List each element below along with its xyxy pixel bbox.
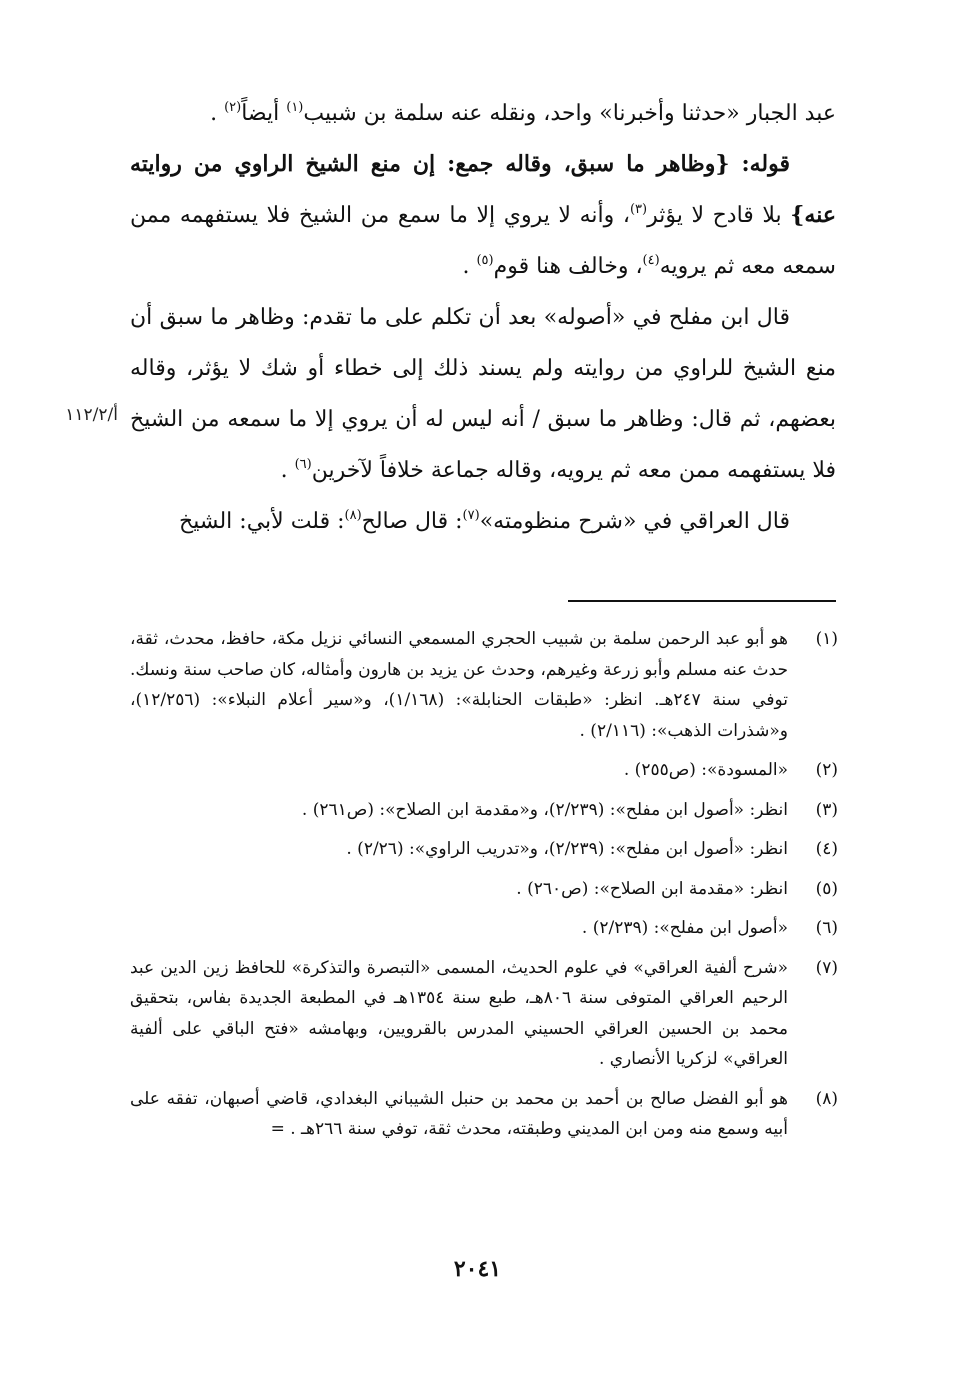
footnote-4	[130, 834, 838, 865]
paragraph-text: عبد الجبار «حدثنا وأخبرنا» واحد، ونقله عنه سلمة بن شبيب	[303, 101, 836, 126]
footnote-separator-rule	[568, 600, 836, 602]
footnote-ref-8[interactable]: (٨)	[344, 508, 362, 523]
footnote-5	[130, 874, 838, 905]
paragraph-text: بلا قادح لا يؤثر	[647, 203, 791, 228]
footnote-text: «شرح ألفية العراقي» في علوم الحديث، المسمى «التبصرة والتذكرة» للحافظ زين الدين عبد الرحيم العراقي المتوفى سنة ٨٠٦هـ، طبع سنة ١٣٥٤هـ في المطبعة الجديدة بفاس، بتحقيق محمد بن الحسين العراقي الحسيني المدرس بالقرويين، وبهامشه «فتح الباقي على ألفية العراقي» لزكريا الأنصاري .	[130, 957, 788, 1069]
footnote-ref-6[interactable]: (٦)	[294, 457, 312, 472]
paragraph-text: ، وخالف هنا قوم	[493, 254, 643, 279]
footnote-text: انظر: «مقدمة ابن الصلاح»: (ص٢٦٠) .	[516, 878, 788, 899]
footnote-ref-2[interactable]: (٢)	[224, 100, 242, 115]
footnote-8	[130, 1084, 838, 1145]
footnote-number: (٢)	[815, 760, 838, 780]
footnote-number: (٤)	[815, 839, 838, 859]
footnote-7	[130, 953, 838, 1075]
paragraph-text: قال ابن مفلح في «أصوله» بعد أن تكلم على ما تقدم: وظاهر ما سبق أن منع الشيخ للراوي من روايته ولم يسند ذلك إلى خطاء أو شك لا يؤثر، وقاله بعضهم، ثم قال: وظاهر ما سبق / أنه ليس له أن يروي إلا ما سمعه من الشيخ فلا يستفهمه ممن معه ثم يرويه، وقاله جماعة خلافاً لآخرين	[130, 305, 836, 483]
footnote-3	[130, 795, 838, 826]
footnote-number: (٨)	[815, 1088, 838, 1109]
footnote-ref-3[interactable]: (٣)	[629, 202, 648, 217]
paragraph-text: .	[280, 458, 295, 483]
footnote-ref-5[interactable]: (٥)	[476, 253, 494, 268]
footnote-number: (٦)	[815, 918, 838, 938]
paragraph-text: قال العراقي في «شرح منظومته»	[479, 509, 790, 534]
paragraph-3	[130, 292, 836, 496]
paragraph-2	[130, 139, 836, 292]
paragraph-4	[130, 496, 836, 547]
paragraph-1	[130, 88, 836, 139]
paragraph-text: : قال صالح	[361, 509, 463, 534]
footnotes-section	[130, 624, 838, 1154]
footnote-text: «المسودة»: (ص٢٥٥) .	[623, 760, 788, 780]
paragraph-text: .	[462, 254, 477, 279]
footnote-ref-4[interactable]: (٤)	[642, 253, 660, 268]
footnote-ref-1[interactable]: (١)	[286, 100, 304, 115]
footnote-1	[130, 624, 838, 746]
page-number: ٢٠٤١	[453, 1256, 502, 1282]
footnote-number: (١)	[815, 629, 838, 649]
paragraph-text: ، وأنه لا يروي إلا ما سمع من الشيخ فلا يستفهمه ممن سمعه معه ثم يرويه	[130, 203, 836, 279]
footnote-2	[130, 755, 838, 786]
footnote-ref-7[interactable]: (٧)	[462, 508, 480, 523]
footnote-text: انظر: «أصول ابن مفلح»: (٢/٢٣٩)، و«تدريب الراوي»: (٢/٢٦) .	[346, 839, 788, 859]
quote-lead: قوله:	[729, 151, 790, 177]
footnote-text: هو أبو عبد الرحمن سلمة بن شبيب الحجري المسمعي النسائي نزيل مكة، حافظ، محدث، ثقة، حدث عنه مسلم وأبو زرعة وغيرهم، وحدث عن يزيد بن هارون وأمثاله، كان صاحب سنة ونسك. توفي سنة ٢٤٧هـ. انظر: «طبقات الحنابلة»: (١/١٦٨)، و«سير أعلام النبلاء»: (١٢/٢٥٦)، و«شذرات الذهب»: (٢/١١٦) .	[130, 629, 788, 741]
manuscript-margin-reference: أ/١١٢/٢	[65, 405, 118, 425]
footnote-text: «أصول ابن مفلح»: (٢/٢٣٩) .	[581, 918, 788, 938]
paragraph-text: .	[210, 101, 225, 126]
main-text-body	[130, 88, 836, 547]
footnote-number: (٧)	[815, 957, 838, 978]
footnote-text: هو أبو الفضل صالح بن أحمد بن محمد بن حنبل الشيباني البغدادي، قاضي أصبهان، تفقه على أبيه وسمع منه ومن ابن المديني وطبقته، محدث ثقة، توفي سنة ٢٦٦هـ . =	[130, 1088, 788, 1139]
footnote-number: (٣)	[815, 799, 838, 820]
footnote-6	[130, 913, 838, 944]
paragraph-text: : قلت لأبي: الشيخ	[179, 509, 345, 534]
quoted-text: {وظاهر ما سبق، وقاله جمع: إن منع الشيخ الراوي من روايته عنه}	[130, 151, 836, 228]
paragraph-text: أيضاً	[241, 101, 287, 126]
footnote-number: (٥)	[815, 878, 838, 899]
footnote-text: انظر: «أصول ابن مفلح»: (٢/٢٣٩)، و«مقدمة ابن الصلاح»: (ص٢٦١) .	[301, 799, 788, 820]
